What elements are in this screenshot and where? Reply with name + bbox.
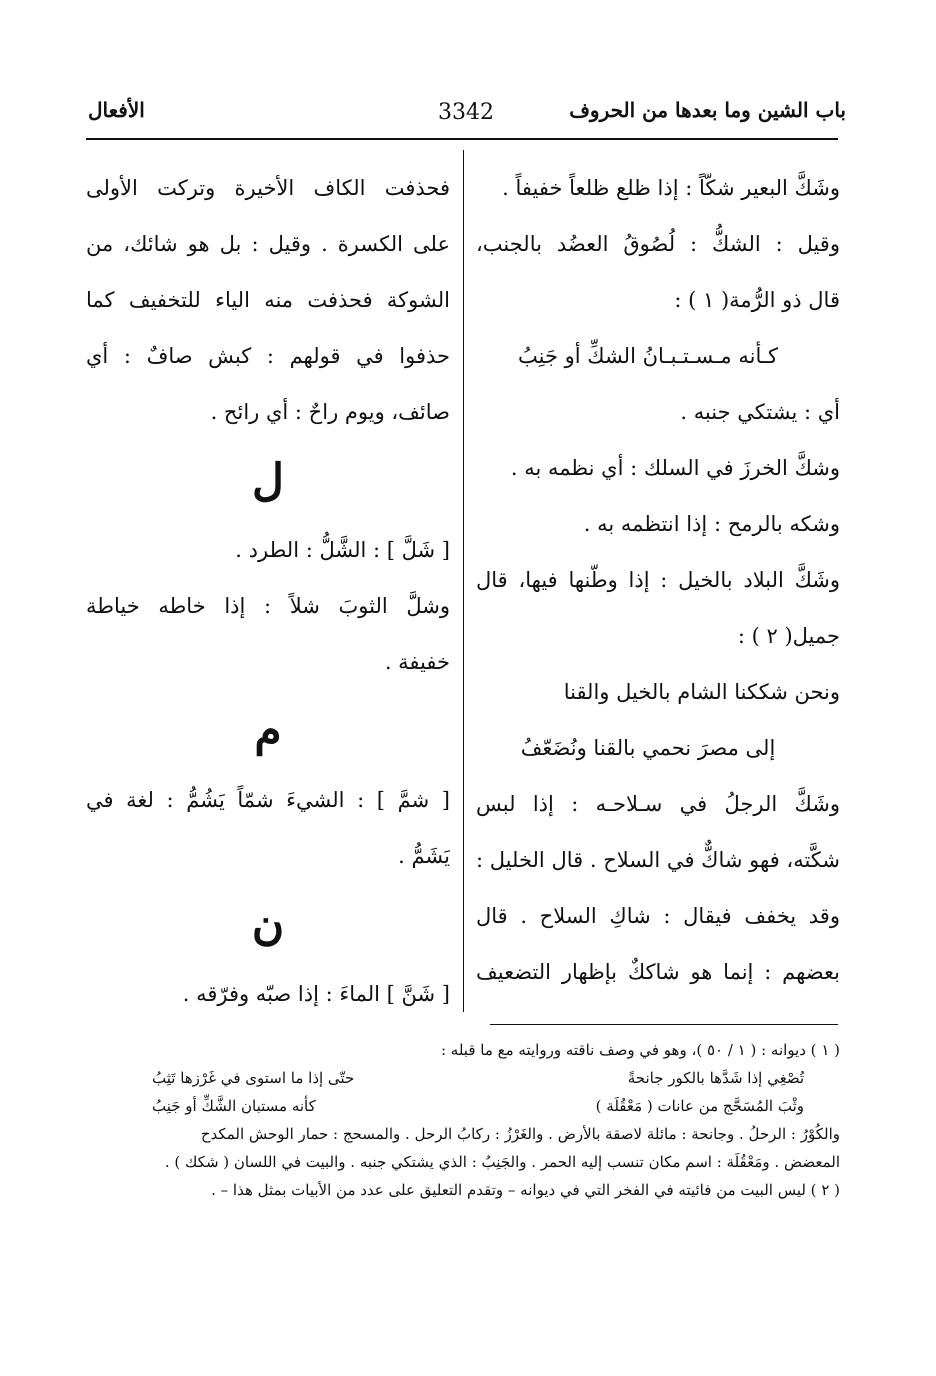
text-line: وشَكَّ البعير شكّاً : إذا ظلع ظلعاً خفيفاً . xyxy=(502,176,840,200)
page-number: 3342 xyxy=(438,100,494,125)
hemistich: تُصْغِي إذا شَدَّها بالكور جانحةً xyxy=(627,1069,804,1087)
text-line: وشكه بالرمح : إذا انتظمه به . xyxy=(583,512,840,536)
text-line: يَشَمُّ . xyxy=(398,844,450,868)
text-line: خفيفة . xyxy=(384,650,450,674)
text-line: وشلَّ الثوبَ شلاً : إذا خاطه خياطة xyxy=(86,594,450,618)
text-line: جميل( ٢ ) : xyxy=(737,624,840,648)
text-line: حذفوا في قولهم : كبش صافٌ : أي xyxy=(86,344,450,368)
text-line: أي : يشتكي جنبه . xyxy=(680,400,840,424)
column-divider xyxy=(463,150,464,1012)
footnote-rule xyxy=(490,1024,838,1025)
footnote-gloss-1: والكُوْرُ : الرحلُ . وجانحة : مائلة لاصقة بالأرض . والغَرْزُ : ركابُ الرحل . والمسحج : حمار الوحش المكدح xyxy=(200,1125,840,1143)
footnote-verse-2 xyxy=(92,1092,840,1120)
entry-headword-line: [ شمَّ ] : الشيءَ شمّاً يَشُمُّ : لغة في xyxy=(86,788,450,812)
text-line: وشَكَّ الرجلُ في سـلاحـه : إذا لبس xyxy=(476,792,840,816)
running-header-section: الأفعال xyxy=(88,98,145,122)
verse-line: كـأنه مـسـتـبـانُ الشكِّ أو جَنِبُ xyxy=(517,344,779,368)
text-line: قال ذو الرُّمة( ١ ) : xyxy=(674,288,840,312)
text-line: صائف، ويوم راحٌ : أي رائح . xyxy=(210,400,450,424)
left-column xyxy=(86,160,450,1022)
hemistich: حتّى إذا ما استوى في غَرْزها تَثِبُ xyxy=(152,1069,355,1087)
footnote-1-intro: ( ١ ) ديوانه : ( ١ / ٥٠ )، وهو في وصف ناقته وروايته مع ما قبله : xyxy=(440,1041,840,1059)
verse-line: إلى مصرَ نحمي بالقنا ونُضَعّفُ xyxy=(520,736,776,760)
footnotes xyxy=(92,1036,840,1204)
footnote-gloss-2: المعضض . ومَعْقُلَة : اسم مكان تنسب إليه الحمر . والجَنِبُ : الذي يشتكي جنبه . والبيت في اللسان ( شكك ) . xyxy=(164,1153,840,1171)
section-letter-mim: م xyxy=(254,705,282,756)
running-header-chapter: باب الشين وما بعدها من الحروف xyxy=(569,98,846,122)
text-line: وقد يخفف فيقال : شاكِ السلاح . قال xyxy=(476,904,840,928)
section-letter-nun: ن xyxy=(251,899,285,950)
text-line: وشكَّ الخرزَ في السلك : أي نظمه به . xyxy=(510,456,840,480)
text-line: على الكسرة . وقيل : بل هو شائك، من xyxy=(86,232,450,256)
text-line: الشوكة فحذفت منه الياء للتخفيف كما xyxy=(86,288,450,312)
text-line: بعضهم : إنما هو شاككٌ بإظهار التضعيف xyxy=(476,960,840,984)
verse-line: ونحن شككنا الشام بالخيل والقنا xyxy=(563,680,840,704)
footnote-verse-1 xyxy=(92,1064,840,1092)
hemistich: وثْبَ المُسَحَّج من عانات ( مَعْقُلَة ) xyxy=(595,1097,804,1115)
entry-headword-line: [ شَنَّ ] الماءَ : إذا صبّه وفرّقه . xyxy=(182,982,450,1006)
section-letter-lam: ل xyxy=(252,455,284,506)
text-line: فحذفت الكاف الأخيرة وتركت الأولى xyxy=(86,176,450,200)
header-rule xyxy=(86,138,838,140)
text-line: وشَكَّ البلاد بالخيل : إذا وطّنها فيها، قال xyxy=(476,568,840,592)
entry-headword-line: [ شَلَّ ] : الشَّلُّ : الطرد . xyxy=(235,538,450,562)
text-line: شكَّته، فهو شاكٌّ في السلاح . قال الخليل : xyxy=(476,848,840,872)
text-line: وقيل : الشكُّ : لُصُوقُ العضُد بالجنب، xyxy=(476,232,840,256)
right-column xyxy=(476,160,840,1000)
hemistich: كأنه مستبان الشَّكِّ أو جَنِبُ xyxy=(152,1097,316,1115)
footnote-2: ( ٢ ) ليس البيت من فائيته في الفخر التي في ديوانه – وتقدم التعليق على عدد من الأبيات بمثل هذا – . xyxy=(211,1181,840,1199)
